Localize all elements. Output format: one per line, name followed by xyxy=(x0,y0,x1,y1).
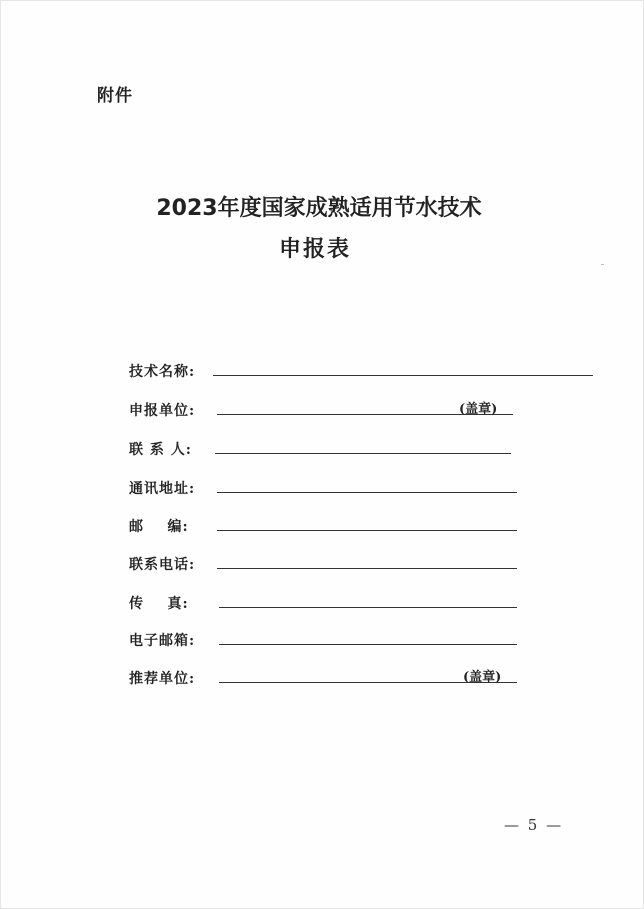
form-subtitle: 申报表 xyxy=(278,237,351,262)
postal-code-field xyxy=(129,516,529,538)
technology-name-label: 技术名称: xyxy=(129,364,196,380)
contact-phone-label: 联系电话: xyxy=(129,557,196,573)
page-number: — 5 — xyxy=(504,816,564,834)
contact-person-field xyxy=(129,439,529,461)
technology-name-field xyxy=(129,361,529,383)
applicant-unit-field xyxy=(129,400,529,422)
form-title: 2023年度国家成熟适用节水技术 xyxy=(156,196,482,221)
attachment-label: 附件 xyxy=(97,86,133,106)
mailing-address-label: 通讯地址: xyxy=(129,481,196,497)
contact-phone-input[interactable] xyxy=(217,568,517,569)
recommending-unit-label: 推荐单位: xyxy=(129,671,196,687)
fax-input[interactable] xyxy=(219,607,517,608)
recommending-unit-field xyxy=(129,668,529,690)
postal-code-input[interactable] xyxy=(217,530,517,531)
contact-person-label: 联 系 人: xyxy=(129,442,192,458)
applicant-seal: (盖章) xyxy=(459,402,498,417)
email-field xyxy=(129,630,529,652)
mailing-address-field xyxy=(129,478,529,500)
contact-phone-field xyxy=(129,554,529,576)
contact-person-input[interactable] xyxy=(215,453,511,454)
technology-name-input[interactable] xyxy=(213,375,593,376)
postal-code-label: 邮 编: xyxy=(129,519,189,535)
email-input[interactable] xyxy=(219,644,517,645)
scan-speck xyxy=(601,264,604,265)
recommending-seal: (盖章) xyxy=(463,670,502,685)
fax-label: 传 真: xyxy=(129,596,189,612)
email-label: 电子邮箱: xyxy=(129,633,196,649)
mailing-address-input[interactable] xyxy=(217,492,517,493)
applicant-unit-label: 申报单位: xyxy=(129,403,196,419)
fax-field xyxy=(129,593,529,615)
